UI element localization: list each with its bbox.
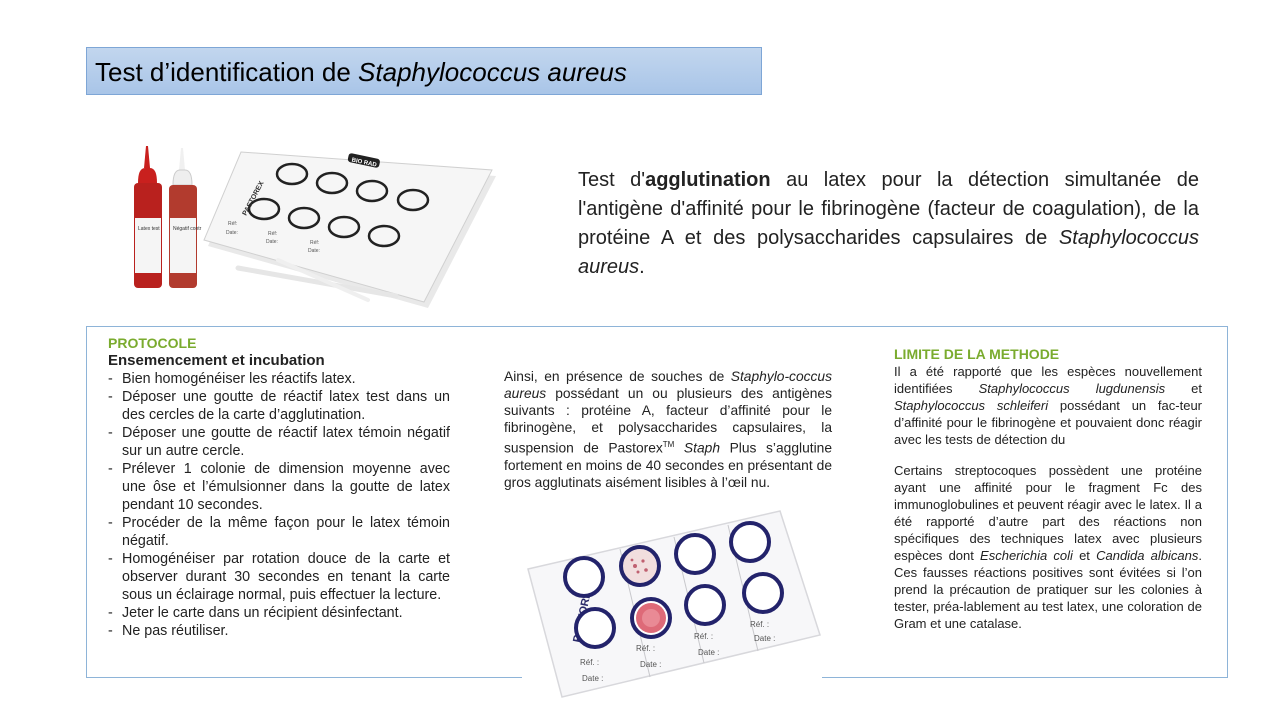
agglutination-card-image (522, 505, 822, 705)
protocole-column (108, 334, 450, 640)
kit-brand-label: PASTOREX (241, 180, 266, 217)
limite-p2-text-1: Certains streptocoques possèdent une protéine ayant une affinité pour le fragment Fc des immunoglobulines et peuvent réagir avec le latex. Il a été rapporté d’autre part des réactions non spécifiques des techniques latex avec plusieurs espèces dont (894, 463, 1202, 563)
slide-title (86, 47, 762, 95)
limite-paragraph-2 (894, 462, 1202, 632)
intro-text-3: . (639, 256, 645, 278)
resultat-text-1: Ainsi, en présence de souches de (504, 369, 731, 384)
limite-column (894, 345, 1202, 632)
latex-test-bottle (134, 146, 162, 288)
card-ref-1: Réf. : (580, 658, 600, 667)
title-prefix: Test d’identification de (95, 57, 359, 87)
kit-ref-3: Réf: (310, 240, 320, 246)
negative-control-bottle (169, 148, 202, 288)
resultat-text-2: possédant un ou plusieurs des antigènes suivants : protéine A, facteur d’affinité pour le fibrinogène, et polysaccharides capsulaires, la suspension de Pastorex (504, 386, 832, 456)
card-date-4: Date : (754, 634, 776, 643)
kit-ref-1: Réf: (228, 221, 238, 227)
protocole-subheading: Ensemencement et incubation (108, 352, 325, 369)
limite-p1-organism-1: Staphylococcus lugdunensis (978, 381, 1166, 396)
card-date-2: Date : (640, 660, 662, 669)
resultat-paragraph (504, 368, 832, 491)
intro-paragraph (578, 166, 1199, 282)
intro-organism: Staphylococcus aureus (578, 227, 1199, 278)
protocole-step: - Prélever 1 colonie de dimension moyenne avec une ôse et l’émulsionner dans la goutte de latex pendant 10 secondes. (108, 460, 450, 514)
protocole-step: - Déposer une goutte de réactif latex témoin négatif sur un autre cercle. (108, 424, 450, 460)
biorad-logo: BIO RAD (351, 157, 378, 169)
limite-p1-text-1: Il a été rapporté que les espèces nouvellement identifiées (894, 364, 1202, 396)
resultat-text-3: Plus s’agglutine fortement en moins de 40 secondes en présentant de gros agglutinats aisément lisibles à l’œil nu. (504, 440, 832, 490)
protocole-heading: PROTOCOLE (108, 335, 197, 351)
trademark-sup: TM (662, 440, 675, 449)
test-card-stack (204, 152, 496, 308)
protocole-step: - Homogénéiser par rotation douce de la carte et observer durant 30 secondes en tenant la carte sous un éclairage normal, puis effectuer la lecture. (108, 550, 450, 604)
protocole-step: - Déposer une goutte de réactif latex test dans un des cercles de la carte d’agglutination. (108, 388, 450, 424)
protocole-step: - Procéder de la même façon pour le latex témoin négatif. (108, 514, 450, 550)
limite-p2-text-2: et (1072, 548, 1097, 563)
limite-p1-organism-2: Staphylococcus schleiferi (894, 398, 1049, 413)
latex-test-label: Latex test (138, 226, 160, 232)
limite-heading: LIMITE DE LA METHODE (894, 346, 1060, 362)
kit-date-3: Date: (308, 248, 320, 254)
card-ref-2: Réf. : (636, 644, 656, 653)
card-date-1: Date : (582, 674, 604, 683)
resultat-organism: Staphylo-coccus aureus (504, 369, 832, 401)
limite-p1-text-3: possédant un fac-teur d’affinité pour le fibrinogène et pouvaient donc réagir avec les tests de détection du (894, 398, 1203, 447)
limite-p2-organism-2: Candida albicans (1096, 548, 1199, 563)
limite-p2-text-3: . Ces fausses réactions positives sont évitées si l’on prend la précaution de pratiquer sur les colonies à tester, préa-lablement au test latex, une coloration de Gram et une catalase. (894, 548, 1202, 631)
intro-bold-term: agglutination (645, 169, 771, 191)
negative-control-label: Négatif contr (173, 226, 202, 232)
kit-date-1: Date: (226, 230, 238, 236)
protocole-step: - Ne pas réutiliser. (108, 622, 450, 640)
kit-date-2: Date: (266, 239, 278, 245)
card-date-3: Date : (698, 648, 720, 657)
intro-text-1: Test d' (578, 169, 646, 191)
limite-paragraph-1 (894, 363, 1202, 448)
protocole-steps (108, 370, 450, 640)
pastorex-kit-image (128, 138, 500, 316)
title-organism: Staphylococcus aureus (358, 57, 627, 87)
card-ref-3: Réf. : (694, 632, 714, 641)
protocole-step: - Jeter le carte dans un récipient désinfectant. (108, 604, 450, 622)
limite-p2-organism-1: Escherichia coli (980, 548, 1073, 563)
protocole-step: - Bien homogénéiser les réactifs latex. (108, 370, 450, 388)
card-ref-4: Réf. : (750, 620, 770, 629)
kit-ref-2: Réf: (268, 231, 278, 237)
resultat-product-italic: Staph (674, 440, 720, 456)
intro-text-2: au latex pour la détection simultanée de l'antigène d'affinité pour le fibrinogène (facteur de coagulation), de la protéine A et des polysaccharides capsulaires de (578, 169, 1199, 249)
limite-p1-text-2: et (1165, 381, 1202, 396)
